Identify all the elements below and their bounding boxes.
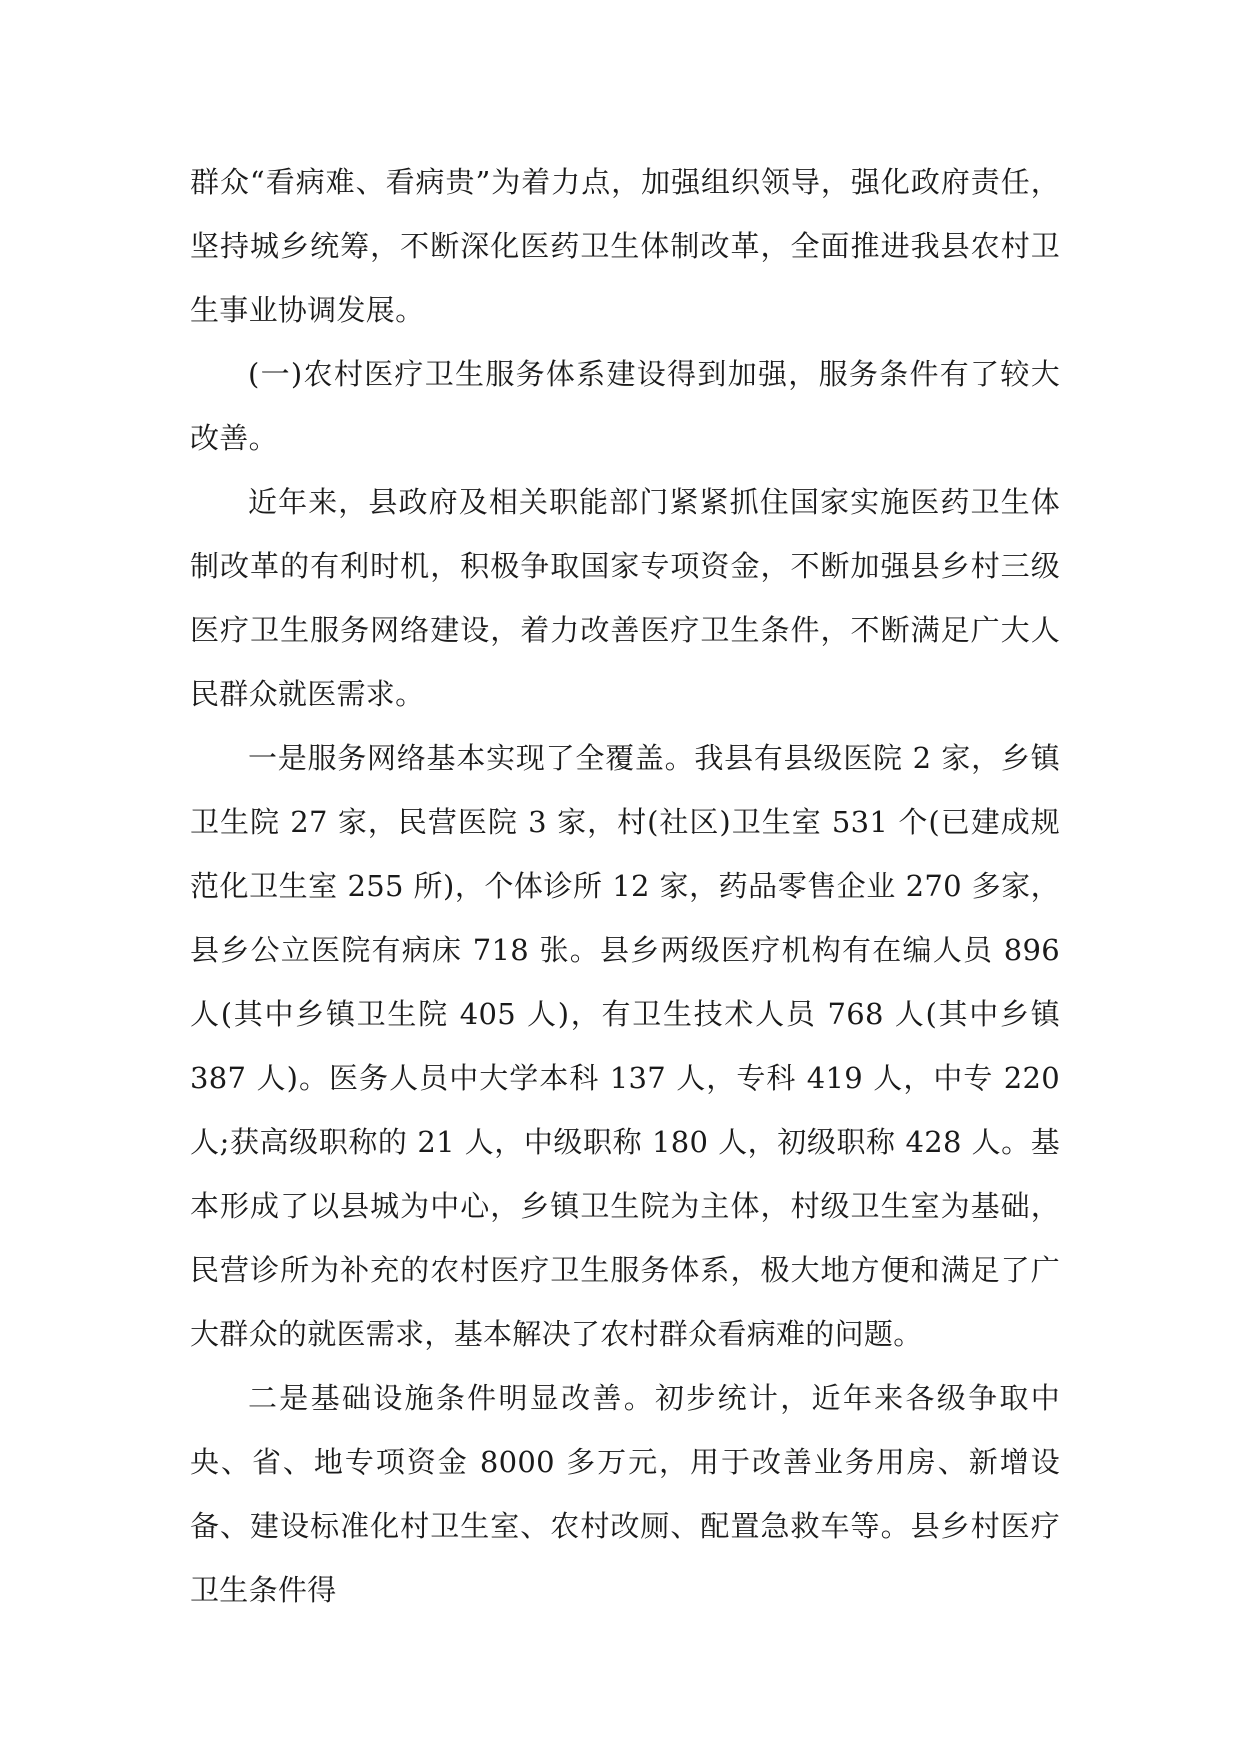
document-body: [190, 150, 1060, 1622]
paragraph-service-network: 一是服务网络基本实现了全覆盖。我县有县级医院 2 家，乡镇卫生院 27 家，民营医院 3 家，村(社区)卫生室 531 个(已建成规范化卫生室 255 所)，个体诊所 12 家，药品零售企业 270 多家，县乡公立医院有病床 718 张。县乡两级医疗机构有在编人员 896 人(其中乡镇卫生院 405 人)，有卫生技术人员 768 人(其中乡镇 387 人)。医务人员中大学本科 137 人，专科 419 人，中专 220 人;获高级职称的 21 人，中级职称 180 人，初级职称 428 人。基本形成了以县城为中心，乡镇卫生院为主体，村级卫生室为基础，民营诊所为补充的农村医疗卫生服务体系，极大地方便和满足了广大群众的就医需求，基本解决了农村群众看病难的问题。: [190, 741, 1060, 1351]
paragraph-infrastructure: 二是基础设施条件明显改善。初步统计，近年来各级争取中央、省、地专项资金 8000 多万元，用于改善业务用房、新增设备、建设标准化村卫生室、农村改厕、配置急救车等。县乡村医疗卫生条件得: [190, 1381, 1060, 1607]
section-heading-1: (一)农村医疗卫生服务体系建设得到加强，服务条件有了较大改善。: [190, 357, 1060, 455]
paragraph-continuation: 群众“看病难、看病贵”为着力点，加强组织领导，强化政府责任，坚持城乡统筹，不断深化医药卫生体制改革，全面推进我县农村卫生事业协调发展。: [190, 165, 1060, 327]
paragraph-intro: 近年来，县政府及相关职能部门紧紧抓住国家实施医药卫生体制改革的有利时机，积极争取国家专项资金，不断加强县乡村三级医疗卫生服务网络建设，着力改善医疗卫生条件，不断满足广大人民群众就医需求。: [190, 485, 1060, 711]
